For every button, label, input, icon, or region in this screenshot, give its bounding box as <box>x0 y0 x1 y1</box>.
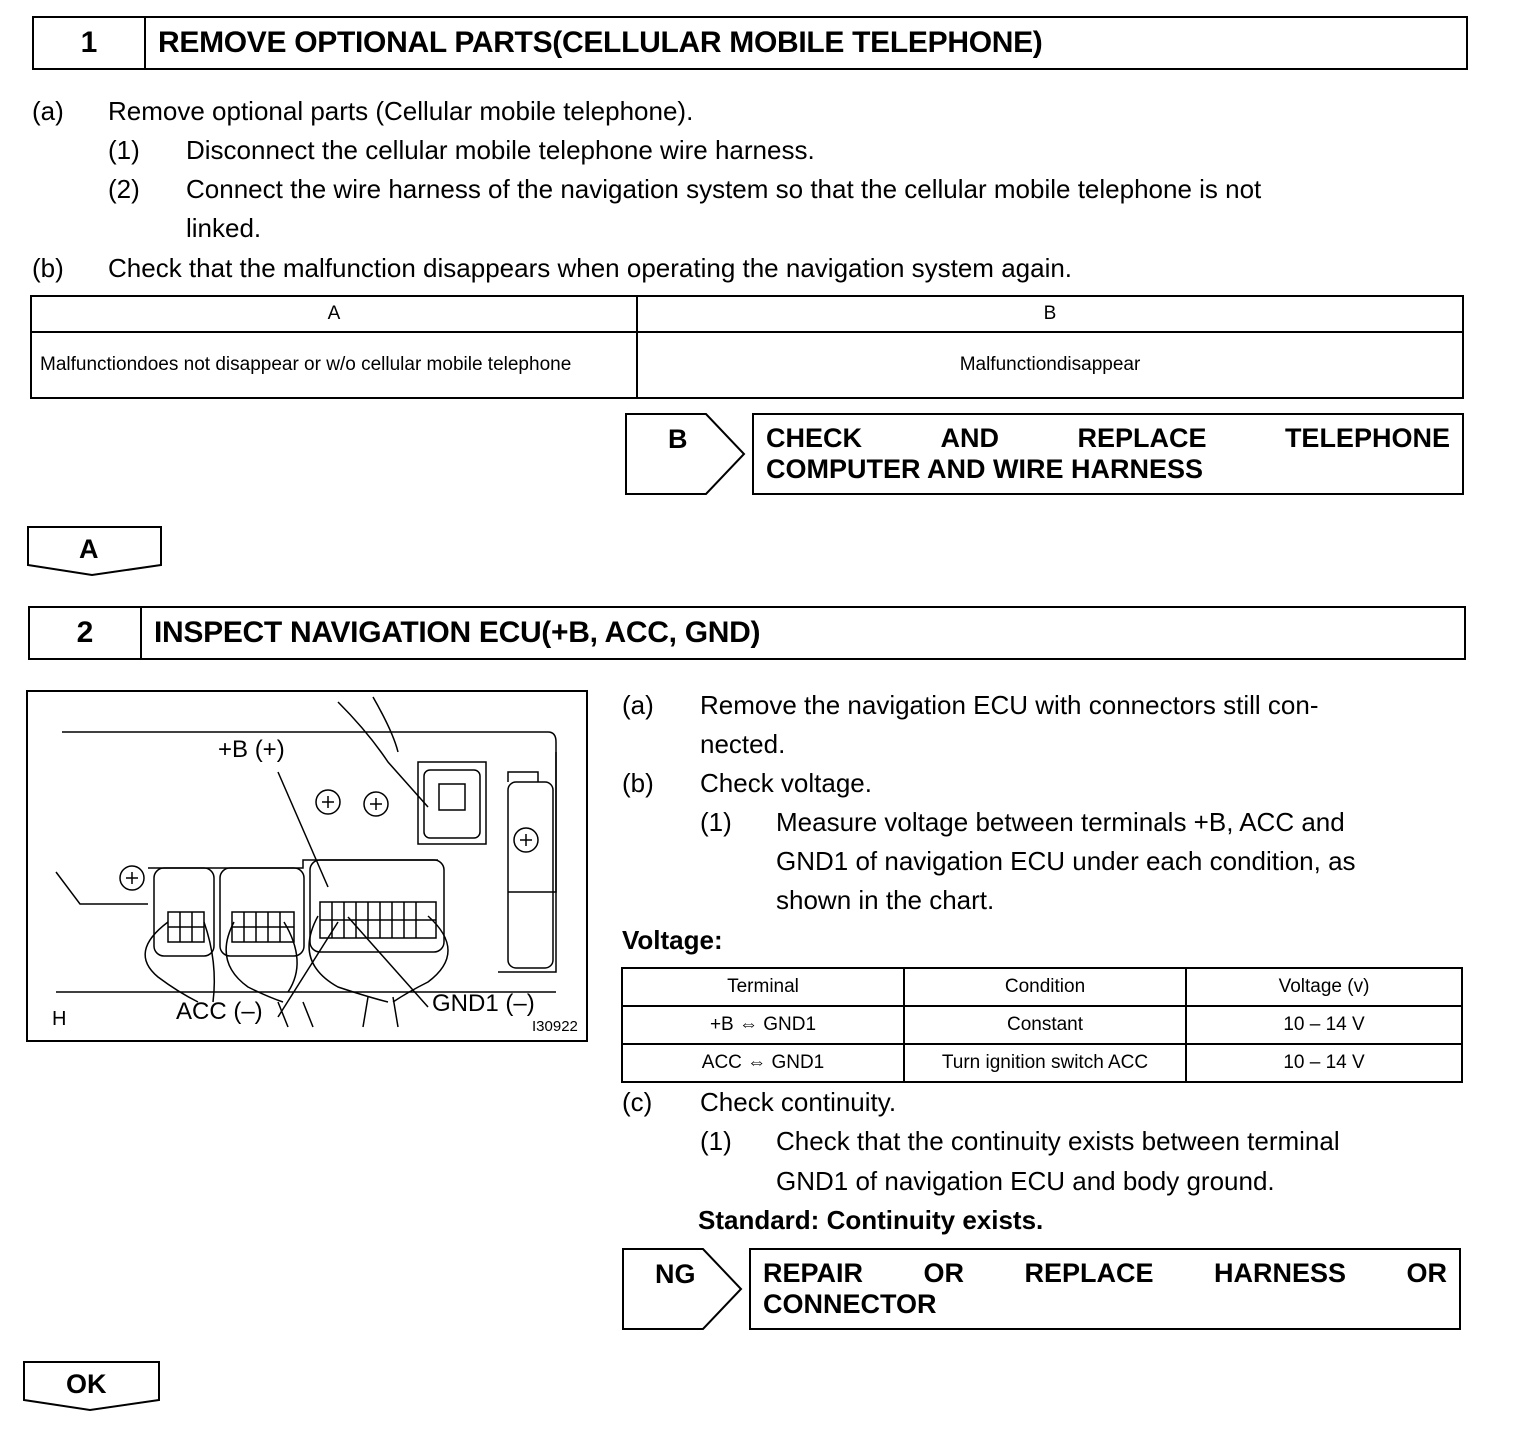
step1-item-1-text: Disconnect the cellular mobile telephone wire harness. <box>186 135 815 165</box>
figure-corner-label: H <box>52 1008 67 1030</box>
action-word: REPAIR <box>763 1258 864 1288</box>
label-acc: ACC (–) <box>176 998 263 1025</box>
step2-item-a-line2: nected. <box>700 729 786 759</box>
voltage-table <box>621 967 1463 1083</box>
voltage-header-voltage: Voltage (v) <box>1186 968 1462 1006</box>
voltage-header-terminal: Terminal <box>622 968 904 1006</box>
step1-item-b-text: Check that the malfunction disappears when operating the navigation system again. <box>108 253 1073 283</box>
voltage-cell: Constant <box>904 1006 1186 1044</box>
ecu-illustration <box>28 692 586 1040</box>
step1-item-2-marker: (2) <box>108 174 140 204</box>
step1-item-a-text: Remove optional parts (Cellular mobile telephone). <box>108 96 694 126</box>
step2-item-c1-line1: Check that the continuity exists between terminal <box>776 1126 1340 1156</box>
step1-item-2-cont: linked. <box>186 213 262 243</box>
step1-item-b-marker: (b) <box>32 253 64 283</box>
step2-item-c1-line2: GND1 of navigation ECU and body ground. <box>776 1166 1275 1196</box>
action-line2: COMPUTER AND WIRE HARNESS <box>766 454 1204 484</box>
step2-item-c-line1: Check continuity. <box>700 1087 897 1117</box>
voltage-header-condition: Condition <box>904 968 1186 1006</box>
step1-item-a-marker: (a) <box>32 96 64 126</box>
result-header-b: B <box>637 296 1463 332</box>
voltage-cell: Turn ignition switch ACC <box>904 1044 1186 1082</box>
figure-id: I30922 <box>532 1018 578 1035</box>
step2-item-1-line1: Measure voltage between terminals +B, ACC and <box>776 807 1345 837</box>
step2-number: 2 <box>30 608 142 658</box>
step2-item-a-line1: Remove the navigation ECU with connectors still con- <box>700 690 1319 720</box>
next-a-label: A <box>79 534 99 564</box>
action-word: AND <box>940 423 999 453</box>
step2-item-a-marker: (a) <box>622 690 654 720</box>
step2-item-1-marker: (1) <box>700 807 732 837</box>
step1-number: 1 <box>34 18 146 68</box>
branch-b-action <box>752 413 1464 495</box>
voltage-cell: 10 – 14 V <box>1186 1006 1462 1044</box>
label-b-plus: +B (+) <box>218 736 285 763</box>
step1-item-2-text: Connect the wire harness of the navigation system so that the cellular mobile telephone is not <box>186 174 1262 204</box>
action-word: OR <box>923 1258 964 1288</box>
step2-item-1-line2: GND1 of navigation ECU under each condition, as <box>776 846 1356 876</box>
next-a-tag[interactable] <box>26 525 164 577</box>
action-word: TELEPHONE <box>1284 423 1450 453</box>
step1-item-1-marker: (1) <box>108 135 140 165</box>
step1-title: REMOVE OPTIONAL PARTS(CELLULAR MOBILE TELEPHONE) <box>158 26 1043 59</box>
action-word: REPLACE <box>1077 423 1207 453</box>
action-word: CHECK <box>766 423 863 453</box>
next-ok-tag[interactable] <box>22 1360 162 1412</box>
label-gnd1: GND1 (–) <box>432 990 535 1017</box>
step2-item-b-marker: (b) <box>622 768 654 798</box>
result-header-a: A <box>31 296 637 332</box>
step1-header <box>32 16 1468 70</box>
action-word: OR <box>1406 1258 1447 1288</box>
step2-header <box>28 606 1466 660</box>
action-word: REPLACE <box>1024 1258 1154 1288</box>
result-table <box>30 295 1464 399</box>
voltage-cell: ACC ⇔ GND1 <box>622 1044 904 1082</box>
branch-ng-label: NG <box>655 1259 696 1289</box>
step2-item-c-marker: (c) <box>622 1087 653 1117</box>
voltage-label: Voltage: <box>622 925 723 955</box>
step2-item-1-line3: shown in the chart. <box>776 885 995 915</box>
action-line2: CONNECTOR <box>763 1289 937 1319</box>
step2-item-b-line1: Check voltage. <box>700 768 872 798</box>
next-ok-label: OK <box>66 1369 107 1399</box>
branch-b-tag[interactable] <box>624 412 734 496</box>
branch-b-label: B <box>668 424 688 454</box>
voltage-cell: +B ⇔ GND1 <box>622 1006 904 1044</box>
branch-ng-tag[interactable] <box>621 1247 731 1331</box>
ecu-figure <box>26 690 588 1042</box>
branch-ng-action <box>749 1248 1461 1330</box>
step2-title: INSPECT NAVIGATION ECU(+B, ACC, GND) <box>154 616 761 649</box>
step2-item-c1-marker: (1) <box>700 1126 732 1156</box>
standard-text: Standard: Continuity exists. <box>698 1205 1044 1235</box>
action-word: HARNESS <box>1213 1258 1347 1288</box>
result-cell-a: Malfunctiondoes not disappear or w/o cellular mobile telephone <box>31 332 637 398</box>
voltage-cell: 10 – 14 V <box>1186 1044 1462 1082</box>
result-cell-b: Malfunctiondisappear <box>637 332 1463 398</box>
